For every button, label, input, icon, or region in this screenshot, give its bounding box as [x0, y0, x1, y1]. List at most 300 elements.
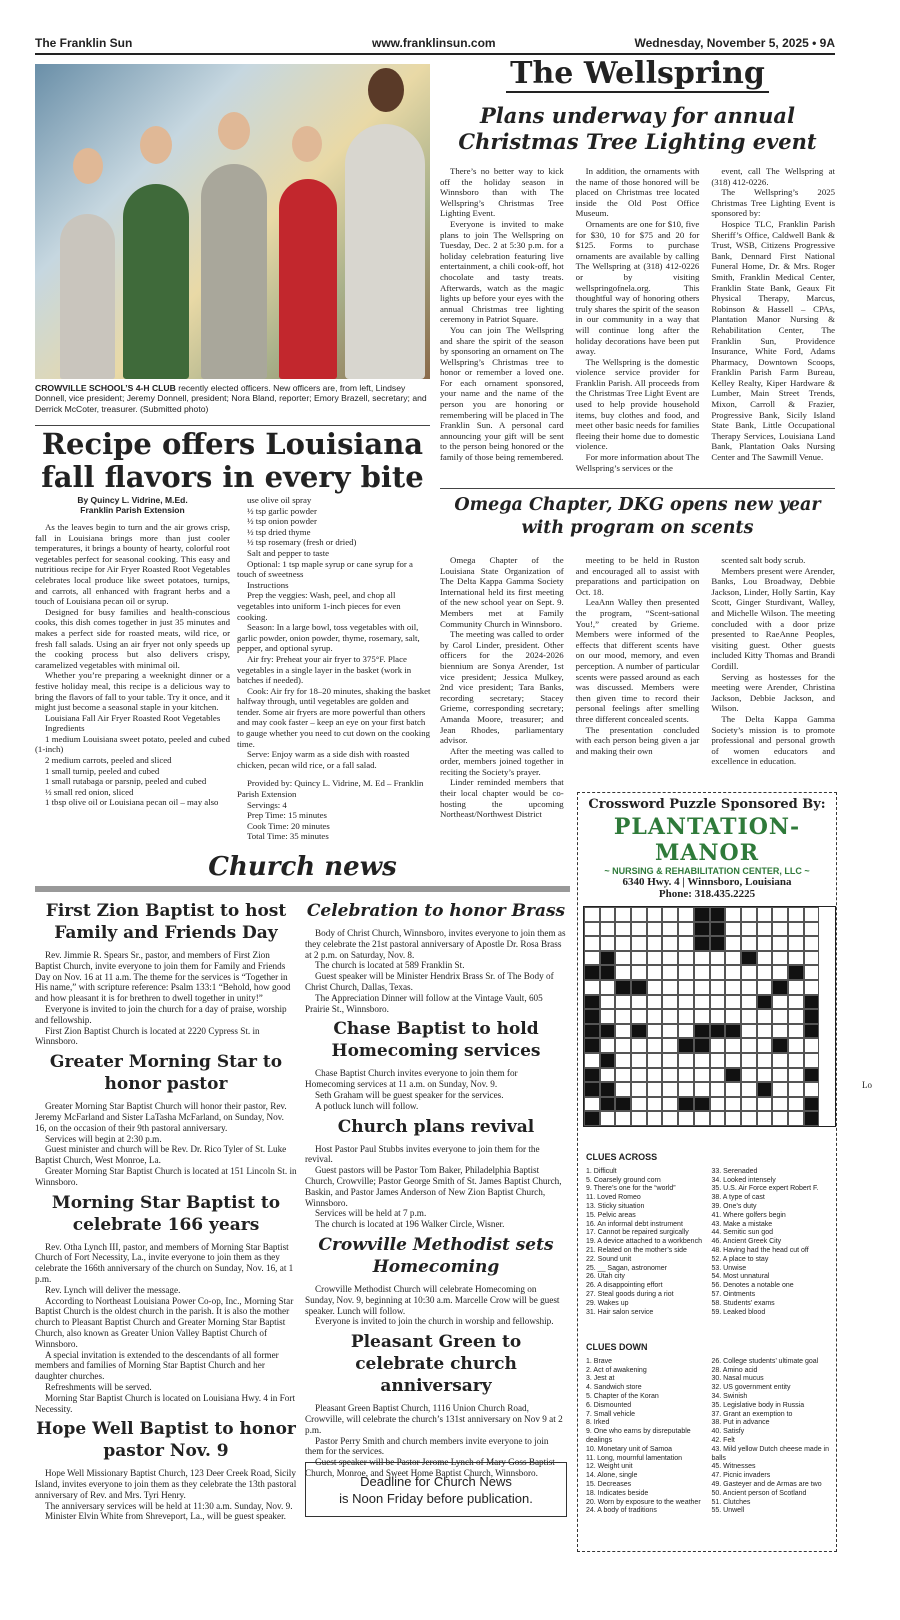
crossword-cell[interactable]	[647, 1082, 663, 1097]
crossword-cell[interactable]	[694, 907, 710, 922]
crossword-cell[interactable]	[631, 995, 647, 1010]
article-paragraph: Everyone is invited to join the church in worship and fellowship.	[315, 1316, 554, 1327]
crossword-cell[interactable]	[584, 1068, 600, 1083]
crossword-cell[interactable]	[600, 951, 616, 966]
crossword-cell[interactable]	[631, 1111, 647, 1126]
crossword-cell[interactable]	[772, 1009, 788, 1024]
crossword-cell[interactable]	[788, 1024, 804, 1039]
church-news-title: Church news	[208, 852, 397, 882]
crossword-cell[interactable]	[647, 1009, 663, 1024]
article-paragraph: Greater Morning Star Baptist Church will honor their pastor, Rev. Jeremy McFarland and Sister LaTasha McFarland, on Sunday, Nov. 16, on the occasion of their 9th pastoral anniversary.	[35, 1101, 287, 1133]
church-headline: Hope Well Baptist to honor pastor Nov. 9	[36, 1419, 296, 1462]
crossword-cell[interactable]	[804, 1097, 820, 1112]
article-paragraph: Louisiana Fall Air Fryer Roasted Root Vegetables	[45, 712, 221, 723]
crossword-cell[interactable]	[647, 1024, 663, 1039]
crossword-cell[interactable]	[710, 922, 726, 937]
clue-item: 34. Swinish	[711, 1392, 748, 1400]
crossword-cell[interactable]	[584, 907, 600, 922]
crossword-cell[interactable]	[631, 1082, 647, 1097]
article-paragraph: Morning Star Baptist Church is located on Louisiana Hwy. 4 in Fort Necessity.	[35, 1392, 295, 1414]
crossword-cell[interactable]	[678, 1009, 694, 1024]
crossword-cell[interactable]	[678, 965, 694, 980]
crossword-cell[interactable]	[678, 1111, 694, 1126]
article-paragraph: After the meeting was called to order, members joined together in reciting the Society’s prayer.	[440, 745, 564, 777]
crossword-cell[interactable]	[804, 1053, 820, 1068]
crossword-cell[interactable]	[772, 980, 788, 995]
clue-item: 44. Semitic sun god	[711, 1229, 773, 1237]
article-paragraph: Hospice TLC, Franklin Parish Sheriff’s Office, Caldwell Bank & Trust, WSB, Citizens Progressive Bank, Dennard First National Funeral Home, Dr. & Mrs. Roger Smith, Franklin Medical Center, Franklin State Bank, Geaux Fit Physical Therapy, Marcus, Robinson & Hassell – CPAs, Plantation Manor Nursing & Rehabilitation Center, The Franklin Sun, Providence Insurance, White Ford, Adams Pharmacy, Downtown Scoops, Franklin Parish Farm Bureau, Kelley Realty, Kiper Hardware & Lumber, Main Street Trends, Mixon, Carroll & Frazier, Progressive Bank, Sicily Island State Bank, Little Occupational Therapy Services, Louisiana Land Bank, Plantation Oaks Nursing Center and The Sawmill Venue.	[711, 218, 836, 463]
crossword-cell[interactable]	[600, 1053, 616, 1068]
crossword-cell[interactable]	[600, 1082, 616, 1097]
crossword-cell[interactable]	[725, 965, 741, 980]
crossword-cell[interactable]	[710, 936, 726, 951]
crossword-cell[interactable]	[741, 1038, 757, 1053]
clue-item: 7. Small vehicle	[586, 1410, 636, 1418]
article-paragraph: The anniversary services will be held at 11:30 a.m. Sunday, Nov. 9.	[45, 1500, 293, 1511]
crossword-cell[interactable]	[694, 936, 710, 951]
clues-down: CLUES DOWN 1. Brave 2. Act of awakening 3. Jest at 4. Sandwich store 5. Chapter of the Koran 6. Dismounted 7. Small vehicle 8. Irked 9. One who earns by disreputable dealings 10. Monetary unit of Samoa 11. Long, mournful lamentation 12. Weight unit 14. Alone, single 15. Decreases 18. Indicates beside 20. Worn by exposure to the weather 24. A body of traditions 26. College students’ ultimate goal 28. Amino acid 30. Nasal mucus 32. US government entity 34. Swinish 35. Legislative body in Russia 37. Grant an exemption to 38. Put in advance 40. Satisfy 42. Felt 43. Mild yellow Dutch cheese made in balls 45. Witnesses 47. Picnic invaders 49. Gasteyer and de Armas are two 50. Ancient person of Scotland 51. Clutches 55. Unwell	[586, 1342, 830, 1515]
crossword-cell[interactable]	[694, 1097, 710, 1112]
clue-item: 25. __ Sagan, astronomer	[586, 1264, 667, 1272]
crossword-cell[interactable]	[788, 1009, 804, 1024]
crossword-cell[interactable]	[757, 922, 773, 937]
crossword-cell[interactable]	[741, 980, 757, 995]
article-paragraph: The Wellspring is the domestic violence service provider for Franklin Parish. All proceeds from the Christmas Tree Light Event are used to help provide household items, buy clothes and food, and meet other basic needs for families fleeing their home due to domestic violence.	[575, 356, 700, 452]
crossword-cell[interactable]	[584, 922, 600, 937]
crossword-cell[interactable]	[615, 1068, 631, 1083]
crossword-cell[interactable]	[710, 951, 726, 966]
clue-item: 31. Hair salon service	[586, 1308, 654, 1316]
crossword-cell[interactable]	[631, 922, 647, 937]
clue-item: 1. Difficult	[586, 1167, 617, 1175]
crossword-cell[interactable]	[725, 1038, 741, 1053]
crossword-cell[interactable]	[647, 936, 663, 951]
article-paragraph: Services will be held at 7 p.m.	[315, 1208, 427, 1219]
clue-item: 45. Witnesses	[711, 1463, 756, 1471]
crossword-cell[interactable]	[804, 1068, 820, 1083]
crossword-cell[interactable]	[678, 1068, 694, 1083]
article-paragraph: Ornaments are one for $10, five for $30, 10 for $75 and 20 for $125. Forms to purchase ornaments are available by calling The Wellspring at (318) 412-0226 or by visiting wellspringofnela.org. This thoughtful way of honoring others truly shares the spirit of the season in our community in a way that will continue long after the holiday decorations have been put away.	[575, 218, 700, 357]
crossword-cell[interactable]	[662, 1024, 678, 1039]
crossword-cell[interactable]	[584, 1009, 600, 1024]
crossword-cell[interactable]	[678, 936, 694, 951]
crossword-cell[interactable]	[804, 1111, 820, 1126]
crossword-cell[interactable]	[615, 1038, 631, 1053]
crossword-cell[interactable]	[600, 1097, 616, 1112]
crossword-cell[interactable]	[647, 951, 663, 966]
crossword-cell[interactable]	[725, 936, 741, 951]
clue-item: 2. Act of awakening	[586, 1366, 647, 1374]
clue-item: 53. Unwise	[711, 1264, 747, 1272]
crossword-cell[interactable]	[741, 1024, 757, 1039]
clue-item: 21. Related on the mother’s side	[586, 1246, 687, 1254]
header-rule	[35, 53, 835, 55]
crossword-cell[interactable]	[662, 907, 678, 922]
crossword-cell[interactable]	[804, 1009, 820, 1024]
article-paragraph: A special invitation is extended to the descendants of all former members and families of Morning Star Baptist Church and her daughter churches.	[35, 1349, 279, 1382]
crossword-cell[interactable]	[615, 995, 631, 1010]
crossword-cell[interactable]	[662, 1111, 678, 1126]
crossword-cell[interactable]	[662, 951, 678, 966]
crossword-cell[interactable]	[757, 980, 773, 995]
crossword-cell[interactable]	[694, 1053, 710, 1068]
article-paragraph: Provided by: Quincy L. Vidrine, M. Ed – Franklin Parish Extension	[237, 778, 424, 800]
article-paragraph: 2 medium carrots, peeled and sliced	[45, 755, 172, 766]
crossword-cell[interactable]	[647, 1038, 663, 1053]
article-paragraph	[237, 770, 432, 778]
clue-item: 56. Denotes a notable one	[711, 1282, 794, 1290]
crossword-cell[interactable]	[710, 995, 726, 1010]
crossword-cell[interactable]	[647, 965, 663, 980]
crossword-cell[interactable]	[694, 995, 710, 1010]
crossword-cell[interactable]	[710, 1038, 726, 1053]
crossword-cell[interactable]	[662, 1097, 678, 1112]
crossword-cell[interactable]	[788, 922, 804, 937]
crossword-cell[interactable]	[741, 1082, 757, 1097]
crossword-cell[interactable]	[694, 1009, 710, 1024]
crossword-cell[interactable]	[757, 1082, 773, 1097]
crossword-cell[interactable]	[804, 951, 820, 966]
crossword-cell[interactable]	[788, 1053, 804, 1068]
crossword-cell[interactable]	[600, 995, 616, 1010]
crossword-cell[interactable]	[631, 980, 647, 995]
crossword-cell[interactable]	[772, 907, 788, 922]
crossword-cell[interactable]	[647, 995, 663, 1010]
crossword-cell[interactable]	[694, 922, 710, 937]
crossword-cell[interactable]	[678, 1082, 694, 1097]
crossword-cell[interactable]	[725, 1097, 741, 1112]
crossword-cell[interactable]	[615, 936, 631, 951]
crossword-grid[interactable]	[583, 906, 836, 1127]
crossword-cell[interactable]	[710, 965, 726, 980]
sponsor-subtitle: ~ NURSING & REHABILITATION CENTER, LLC ~	[604, 866, 810, 876]
crossword-cell[interactable]	[804, 922, 820, 937]
crossword-cell[interactable]	[772, 1111, 788, 1126]
article-paragraph: Guest speaker will be Minister Hendrix Brass Sr. of The Body of Christ Church, Dallas, Texas.	[305, 971, 554, 992]
clue-item: 52. A place to stay	[711, 1255, 769, 1263]
crossword-cell[interactable]	[631, 1038, 647, 1053]
crossword-cell[interactable]	[772, 965, 788, 980]
crossword-cell[interactable]	[694, 1038, 710, 1053]
crossword-cell[interactable]	[804, 936, 820, 951]
crossword-cell[interactable]	[788, 995, 804, 1010]
crossword-cell[interactable]	[725, 995, 741, 1010]
crossword-cell[interactable]	[741, 951, 757, 966]
crossword-cell[interactable]	[788, 1038, 804, 1053]
crossword-cell[interactable]	[662, 965, 678, 980]
crossword-cell[interactable]	[694, 951, 710, 966]
clue-item: 38. A type of cast	[711, 1194, 765, 1202]
crossword-cell[interactable]	[678, 1053, 694, 1068]
clue-item: 24. A body of traditions	[586, 1507, 657, 1515]
crossword-cell[interactable]	[662, 1038, 678, 1053]
crossword-cell[interactable]	[694, 1111, 710, 1126]
crossword-cell[interactable]	[615, 1111, 631, 1126]
crossword-cell[interactable]	[615, 1009, 631, 1024]
crossword-cell[interactable]	[772, 1053, 788, 1068]
crossword-cell[interactable]	[757, 1038, 773, 1053]
clue-item: 49. Gasteyer and de Armas are two	[711, 1480, 822, 1488]
crossword-cell[interactable]	[631, 965, 647, 980]
crossword-cell[interactable]	[615, 1053, 631, 1068]
crossword-cell[interactable]	[678, 1097, 694, 1112]
crossword-cell[interactable]	[631, 951, 647, 966]
clue-item: 9. One who earns by disreputable dealings	[586, 1428, 691, 1444]
crossword-cell[interactable]	[615, 922, 631, 937]
article-paragraph: ½ tsp onion powder	[247, 516, 317, 527]
crossword-cell[interactable]	[678, 907, 694, 922]
crossword-cell[interactable]	[725, 1009, 741, 1024]
crossword-cell[interactable]	[647, 1097, 663, 1112]
crossword-cell[interactable]	[662, 1009, 678, 1024]
crossword-cell[interactable]	[600, 922, 616, 937]
crossword-cell[interactable]	[757, 995, 773, 1010]
newspaper-url[interactable]: www.franklinsun.com	[372, 36, 496, 50]
crossword-cell[interactable]	[788, 965, 804, 980]
crossword-cell[interactable]	[694, 1068, 710, 1083]
crossword-cell[interactable]	[804, 995, 820, 1010]
photo-caption: CROWVILLE SCHOOL’S 4-H CLUB recently elected officers. New officers are, from left, Lindsey Donnell, vice president; Jeremy Donnell, president; Nora Bland, reporter; Emory Brazell, secretary; and Derrick McCoter, treasurer. (Submitted photo)	[35, 383, 427, 414]
crossword-cell[interactable]	[788, 1111, 804, 1126]
crossword-cell[interactable]	[772, 995, 788, 1010]
dkg-col-3	[711, 555, 835, 820]
clue-item: 12. Weight unit	[586, 1463, 633, 1471]
crossword-cell[interactable]	[710, 1097, 726, 1112]
crossword-cell[interactable]	[710, 1024, 726, 1039]
crossword-cell[interactable]	[584, 936, 600, 951]
crossword-cell[interactable]	[600, 936, 616, 951]
crossword-cell[interactable]	[662, 1082, 678, 1097]
article-paragraph: Hope Well Missionary Baptist Church, 123 Deer Creek Road, Sicily Island, invites everyone to join them as they celebrate the 13th pastoral anniversary of Rev. and Mrs. Tyri Henry.	[35, 1468, 297, 1500]
article-paragraph: Linder reminded members that their local chapter would be co-hosting the upcoming Northeast/Northwest District	[440, 777, 564, 820]
clue-item: 42. Felt	[711, 1436, 735, 1444]
crossword-cell[interactable]	[741, 907, 757, 922]
clue-item: 40. Satisfy	[711, 1428, 745, 1436]
crossword-cell[interactable]	[694, 980, 710, 995]
crossword-cell[interactable]	[662, 995, 678, 1010]
wellspring-article	[440, 166, 835, 473]
crossword-cell[interactable]	[615, 907, 631, 922]
crossword-cell[interactable]	[584, 1038, 600, 1053]
wellspring-headline: Plans underway for annual Christmas Tree Lighting event	[458, 103, 817, 154]
crossword-cell[interactable]	[584, 995, 600, 1010]
crossword-cell[interactable]	[678, 951, 694, 966]
article-paragraph: 1 small turnip, peeled and cubed	[45, 765, 160, 776]
crossword-cell[interactable]	[647, 922, 663, 937]
clue-item: 35. Legislative body in Russia	[711, 1401, 805, 1409]
article-paragraph: The church is located at 196 Walker Circle, Wisner.	[315, 1219, 505, 1230]
crossword-cell[interactable]	[647, 1111, 663, 1126]
clue-item: 51. Clutches	[711, 1498, 751, 1506]
crossword-cell[interactable]	[804, 980, 820, 995]
crossword-cell[interactable]	[772, 922, 788, 937]
article-paragraph: Host Pastor Paul Stubbs invites everyone to join them for the revival.	[305, 1143, 540, 1165]
crossword-cell[interactable]	[725, 1024, 741, 1039]
crossword-cell[interactable]	[710, 1068, 726, 1083]
crossword-cell[interactable]	[725, 922, 741, 937]
crossword-cell[interactable]	[772, 936, 788, 951]
crossword-cell[interactable]	[772, 951, 788, 966]
crossword-cell[interactable]	[804, 965, 820, 980]
crossword-cell[interactable]	[710, 1053, 726, 1068]
crossword-cell[interactable]	[615, 1097, 631, 1112]
crossword-cell[interactable]	[741, 965, 757, 980]
clue-item: 5. Chapter of the Koran	[586, 1392, 659, 1400]
clue-item: 26. Utah city	[586, 1273, 625, 1281]
crossword-cell[interactable]	[600, 965, 616, 980]
crossword-cell[interactable]	[631, 936, 647, 951]
crossword-cell[interactable]	[710, 980, 726, 995]
crossword-cell[interactable]	[662, 1053, 678, 1068]
article-paragraph: Cook Time: 20 minutes	[247, 820, 330, 831]
crossword-cell[interactable]	[694, 1024, 710, 1039]
crossword-cell[interactable]	[584, 965, 600, 980]
crossword-cell[interactable]	[631, 1097, 647, 1112]
crossword-cell[interactable]	[647, 980, 663, 995]
crossword-cell[interactable]	[678, 995, 694, 1010]
crossword-cell[interactable]	[584, 1024, 600, 1039]
crossword-cell[interactable]	[757, 1053, 773, 1068]
crossword-cell[interactable]	[647, 1068, 663, 1083]
crossword-cell[interactable]	[647, 907, 663, 922]
crossword-cell[interactable]	[678, 1038, 694, 1053]
crossword-cell[interactable]	[725, 1111, 741, 1126]
crossword-cell[interactable]	[584, 1111, 600, 1126]
crossword-cell[interactable]	[710, 907, 726, 922]
crossword-cell[interactable]	[741, 922, 757, 937]
crossword-cell[interactable]	[725, 980, 741, 995]
crossword-cell[interactable]	[772, 1082, 788, 1097]
crossword-cell[interactable]	[788, 1082, 804, 1097]
section-title: The Wellspring	[440, 56, 835, 91]
crossword-cell[interactable]	[647, 1053, 663, 1068]
crossword-cell[interactable]	[615, 980, 631, 995]
crossword-cell[interactable]	[678, 980, 694, 995]
crossword-cell[interactable]	[615, 1082, 631, 1097]
crossword-cell[interactable]	[804, 1082, 820, 1097]
crossword-cell[interactable]	[662, 922, 678, 937]
crossword-cell[interactable]	[772, 1097, 788, 1112]
crossword-cell[interactable]	[631, 1009, 647, 1024]
crossword-cell[interactable]	[600, 980, 616, 995]
crossword-cell[interactable]	[710, 1082, 726, 1097]
crossword-cell[interactable]	[584, 1097, 600, 1112]
crossword-cell[interactable]	[757, 1097, 773, 1112]
crossword-cell[interactable]	[710, 1111, 726, 1126]
recipe-byline: By Quincy L. Vidrine, M.Ed. Franklin Parish Extension	[77, 495, 188, 515]
crossword-sponsor: Crossword Puzzle Sponsored By:	[588, 797, 826, 812]
article-paragraph: Designed for busy families and health-conscious cooks, this dish comes together in just 35 minutes and makes a perfect side for roasted meats, wild rice, or fresh fall salads. Using an air fryer not only speeds up the cooking process but also delivers crispy, caramelized vegetables with minimal oil.	[35, 606, 230, 670]
crossword-cell[interactable]	[584, 980, 600, 995]
crossword-cell[interactable]	[788, 1097, 804, 1112]
crossword-cell[interactable]	[600, 1111, 616, 1126]
crossword-cell[interactable]	[631, 1053, 647, 1068]
crossword-cell[interactable]	[804, 1024, 820, 1039]
clue-item: 17. Cannot be repaired surgically	[586, 1229, 689, 1237]
crossword-cell[interactable]	[725, 1082, 741, 1097]
crossword-cell[interactable]	[584, 951, 600, 966]
crossword-cell[interactable]	[804, 907, 820, 922]
crossword-cell[interactable]	[788, 980, 804, 995]
article-paragraph: Ingredients	[45, 723, 85, 734]
crossword-cell[interactable]	[757, 1068, 773, 1083]
article-paragraph: Cook: Air fry for 18–20 minutes, shaking the basket halfway through, until vegetables are golden and tender. Some air fryers are more powerful than others and may cook faster – keep an eye on your first batch to gauge whether you need to cut down on the cooking time.	[237, 685, 431, 749]
crossword-cell[interactable]	[725, 951, 741, 966]
church-headline: Church plans revival	[337, 1116, 535, 1137]
crossword-cell[interactable]	[804, 1038, 820, 1053]
crossword-cell[interactable]	[788, 1068, 804, 1083]
crossword-cell[interactable]	[694, 1082, 710, 1097]
crossword-cell[interactable]	[694, 965, 710, 980]
crossword-cell[interactable]	[788, 907, 804, 922]
crossword-cell[interactable]	[788, 936, 804, 951]
article-paragraph: The Wellspring’s 2025 Christmas Tree Lighting Event is sponsored by:	[711, 187, 836, 219]
crossword-cell[interactable]	[741, 995, 757, 1010]
crossword-cell[interactable]	[584, 1082, 600, 1097]
clue-item: 14. Alone, single	[586, 1472, 638, 1480]
crossword-cell[interactable]	[631, 907, 647, 922]
crossword-cell[interactable]	[600, 907, 616, 922]
crossword-cell[interactable]	[772, 1038, 788, 1053]
crossword-cell[interactable]	[725, 1053, 741, 1068]
crossword-cell[interactable]	[741, 1053, 757, 1068]
crossword-cell[interactable]	[788, 951, 804, 966]
crossword-cell[interactable]	[757, 936, 773, 951]
crossword-cell[interactable]	[757, 907, 773, 922]
clue-item: 8. Irked	[586, 1419, 610, 1427]
crossword-cell[interactable]	[725, 907, 741, 922]
crossword-cell[interactable]	[662, 980, 678, 995]
crossword-cell[interactable]	[584, 1053, 600, 1068]
article-paragraph: Serving as hostesses for the meeting were Arender, Christina Jackson, Debbie Jackson, and Wilson.	[711, 671, 836, 714]
article-paragraph: scented salt body scrub.	[721, 555, 806, 565]
article-paragraph: Season: In a large bowl, toss vegetables with oil, garlic powder, onion powder, thyme, rosemary, salt, pepper, and optional syrup.	[237, 622, 420, 654]
crossword-cell[interactable]	[600, 1038, 616, 1053]
crossword-cell[interactable]	[615, 965, 631, 980]
crossword-cell[interactable]	[757, 965, 773, 980]
church-rule	[35, 886, 570, 892]
crossword-cell[interactable]	[678, 922, 694, 937]
crossword-cell[interactable]	[741, 1009, 757, 1024]
crossword-cell[interactable]	[615, 1024, 631, 1039]
crossword-cell[interactable]	[741, 1068, 757, 1083]
crossword-cell[interactable]	[600, 1009, 616, 1024]
crossword-cell[interactable]	[615, 951, 631, 966]
crossword-cell[interactable]	[757, 1111, 773, 1126]
crossword-cell[interactable]	[741, 1097, 757, 1112]
crossword-cell[interactable]	[662, 1068, 678, 1083]
crossword-cell[interactable]	[772, 1024, 788, 1039]
crossword-cell[interactable]	[600, 1024, 616, 1039]
dkg-col-2	[576, 555, 700, 820]
article-paragraph: Chase Baptist Church invites everyone to join them for Homecoming services at 11 a.m. on Sunday, Nov. 9.	[305, 1068, 518, 1090]
crossword-cell[interactable]	[757, 951, 773, 966]
article-paragraph: The meeting was called to order by Carol Linder, president. Other officers for the 2024-2026 biennium are Sonya Arender, 1st vice president; Jessica Mulkey, 2nd vice president; Tara Banks, recording secretary; Stacey Grieme, corresponding secretary; Amanda Moore, treasurer; and Jean Rhodes, parliamentary advisor.	[440, 629, 564, 746]
crossword-cell[interactable]	[741, 936, 757, 951]
crossword-cell[interactable]	[678, 1024, 694, 1039]
crossword-cell[interactable]	[631, 1068, 647, 1083]
crossword-cell[interactable]	[772, 1068, 788, 1083]
crossword-cell[interactable]	[662, 936, 678, 951]
crossword-cell[interactable]	[757, 1024, 773, 1039]
crossword-cell[interactable]	[631, 1024, 647, 1039]
crossword-cell[interactable]	[741, 1111, 757, 1126]
divider	[35, 425, 430, 426]
crossword-cell[interactable]	[600, 1068, 616, 1083]
crossword-cell[interactable]	[710, 1009, 726, 1024]
crossword-cell[interactable]	[725, 1068, 741, 1083]
crossword-cell[interactable]	[757, 1009, 773, 1024]
